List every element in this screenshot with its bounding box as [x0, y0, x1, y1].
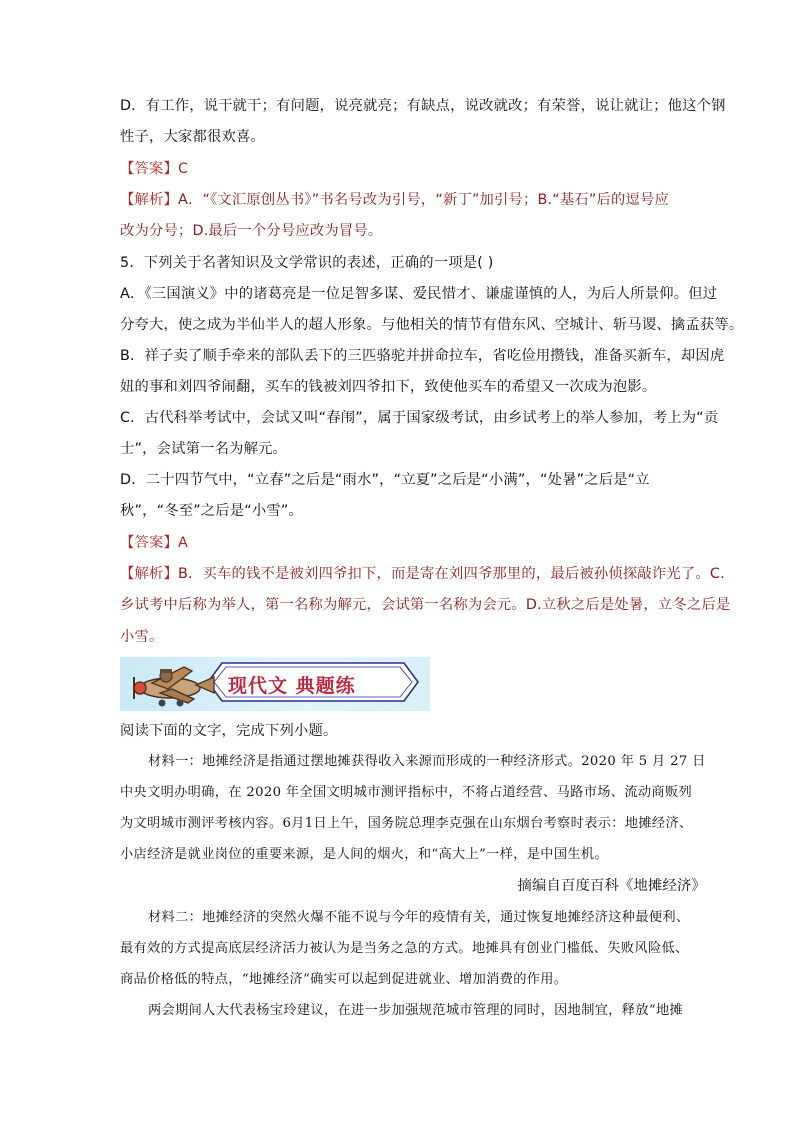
q5-option-a-line1: A．《三国演义》中的诸葛亮是一位足智多谋、爱民惜才、谦虚谨慎的人，为后人所景仰。但过 [120, 286, 718, 302]
q4-analysis-line2: 改为分号；D.最后一个分号应改为冒号。 [120, 223, 383, 239]
q4-option-d-line1: D．有工作，说干就干；有问题，说亮就亮；有缺点，说改就改；有荣誉，说让就让；他这个钢 [120, 98, 726, 114]
reading-intro: 阅读下面的文字，完成下列小题。 [120, 723, 338, 739]
q4-answer [120, 159, 188, 179]
q5-option-a-line2: 分夸大，使之成为半仙半人的超人形象。与他相关的情节有借东风、空城计、斩马谡、擒孟获等。 [120, 317, 744, 333]
banner-title: 现代文 典题练 [228, 675, 356, 697]
material2-line2: 最有效的方式提高底层经济活力被认为是当务之急的方式。地摊具有创业门槛低、失败风险低、 [120, 941, 689, 956]
q4-option-d-line2: 性子，大家都很欢喜。 [120, 129, 265, 145]
analysis-tag: 【解析】 [120, 566, 178, 582]
q5-option-c-line1: C．古代科举考试中，会试又叫“春闱”，属于国家级考试，由乡试考上的举人参加，考上为“贡 [120, 410, 719, 426]
q5-analysis-line1 [120, 564, 725, 584]
material1-source: 摘编自百度百科《地摊经济》 [517, 878, 706, 894]
q5-option-b-line2: 妞的事和刘四爷闹翻，买车的钱被刘四爷扣下，致使他买车的希望又一次成为泡影。 [120, 379, 657, 395]
answer-tag: 【答案】 [120, 535, 178, 551]
answer-value: A [178, 535, 188, 551]
q4-analysis-line1 [120, 190, 669, 210]
answer-tag: 【答案】 [120, 161, 178, 177]
analysis-text: B．买车的钱不是被刘四爷扣下，而是寄在刘四爷那里的，最后被孙侦探敲诈光了。C. [178, 566, 725, 582]
section-banner [120, 657, 430, 711]
material1-line3: 为文明城市测评考核内容。6月1日上午，国务院总理李克强在山东烟台考察时表示：地摊经济、 [120, 816, 693, 831]
material3-line1: 两会期间人大代表杨宝玲建议，在进一步加强规范城市管理的同时，因地制宜，释放“地摊 [148, 1003, 684, 1018]
q5-option-c-line2: 士”，会试第一名为解元。 [120, 441, 288, 457]
material2-line3: 商品价格低的特点，“地摊经济”确实可以起到促进就业、增加消费的作用。 [120, 972, 568, 987]
airplane-icon [122, 659, 222, 709]
material1-line4: 小店经济是就业岗位的重要来源，是人间的烟火，和“高大上”一样，是中国生机。 [120, 847, 608, 862]
answer-value: C [178, 161, 189, 177]
q5-option-b-line1: B．祥子卖了顺手牵来的部队丢下的三匹骆驼并拼命拉车，省吃俭用攒钱，准备买新车，却因虎 [120, 348, 725, 364]
q5-analysis-line2: 乡试考中后称为举人，第一名称为解元，会试第一名称为会元。D.立秋之后是处暑，立冬之后是 [120, 597, 731, 613]
q5-option-d-line2: 秋”，“冬至”之后是“小雪”。 [120, 503, 304, 519]
analysis-tag: 【解析】 [120, 192, 178, 208]
material1-line2: 中央文明办明确，在 2020 年全国文明城市测评指标中，不将占道经营、马路市场、流动商贩列 [120, 785, 693, 800]
q5-stem: 5．下列关于名著知识及文学常识的表述，正确的一项是( ) [120, 255, 494, 271]
q5-answer [120, 533, 188, 553]
material1-line1: 材料一：地摊经济是指通过摆地摊获得收入来源而形成的一种经济形式。2020 年 5 月 27 日 [148, 754, 706, 769]
q5-analysis-line3: 小雪。 [120, 629, 164, 645]
analysis-text: A．“《文汇原创丛书》”书名号改为引号，“新丁”加引号；B.“基石”后的逗号应 [178, 192, 669, 208]
q5-option-d-line1: D．二十四节气中，“立春”之后是“雨水”，“立夏”之后是“小满”，“处暑”之后是“立 [120, 472, 650, 488]
material2-line1: 材料二：地摊经济的突然火爆不能不说与今年的疫情有关，通过恢复地摊经济这种最便利、 [148, 910, 690, 925]
